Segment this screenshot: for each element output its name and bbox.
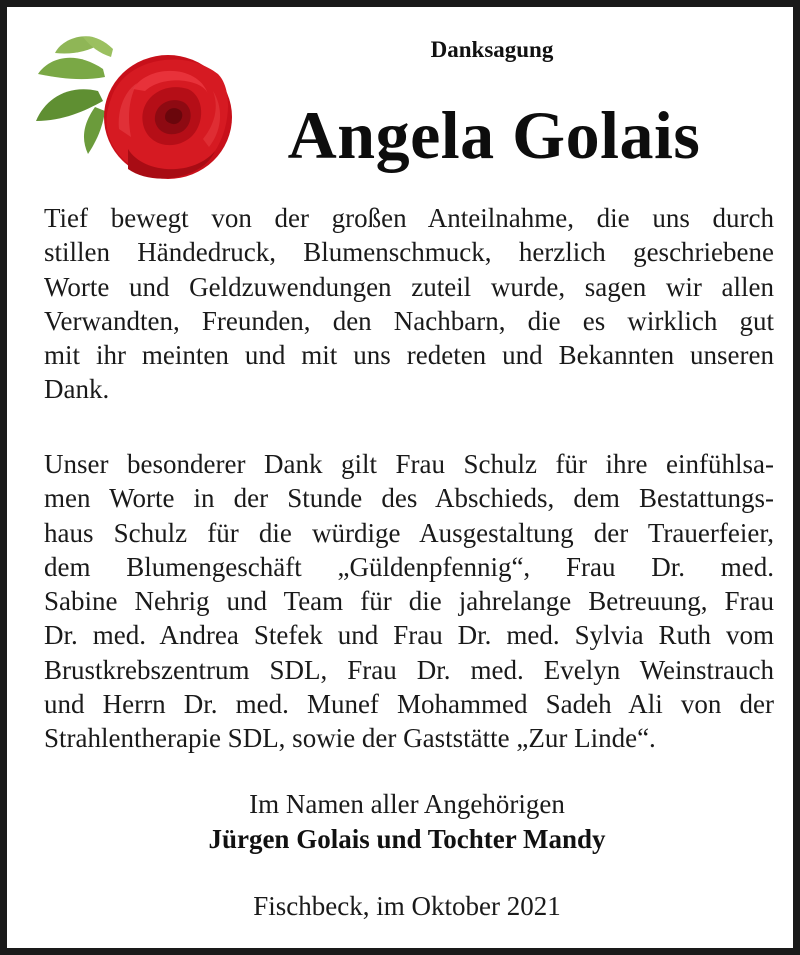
text-line: Strahlentherapie SDL, sowie der Gaststätte „Zur Linde“. — [44, 723, 656, 754]
rose-icon — [33, 29, 235, 187]
text-line: mit ihr meinten und mit uns redeten und Bekannten unseren — [44, 340, 774, 371]
thanks-paragraph-1 — [44, 201, 774, 407]
text-line: men Worte in der Stunde des Abschieds, dem Bestattungs- — [44, 483, 774, 514]
text-line: Brustkrebszentrum SDL, Frau Dr. med. Evelyn Weinstrauch — [44, 654, 774, 685]
signatories: Jürgen Golais und Tochter Mandy — [208, 824, 606, 854]
text-line: Worte und Geldzuwendungen zuteil wurde, sagen wir allen — [44, 271, 774, 302]
text-line: und Herrn Dr. med. Munef Mohammed Sadeh Ali von der — [44, 689, 774, 720]
text-line: Dank. — [44, 374, 110, 405]
text-line: haus Schulz für die würdige Ausgestaltung der Trauerfeier, — [44, 517, 774, 548]
text-line: stillen Händedruck, Blumenschmuck, herzlich geschriebene — [44, 237, 774, 268]
notice-kicker: Danksagung — [430, 37, 554, 62]
text-line: Tief bewegt von der großen Anteilnahme, die uns durch — [44, 203, 774, 233]
place-date: Fischbeck, im Oktober 2021 — [253, 891, 561, 921]
text-line: Verwandten, Freunden, den Nachbarn, die es wirklich gut — [44, 305, 774, 336]
text-line: Sabine Nehrig und Team für die jahrelange Betreuung, Frau — [44, 586, 774, 617]
thanks-paragraph-2 — [44, 447, 774, 756]
text-line: dem Blumengeschäft „Güldenpfennig“, Frau Dr. med. — [44, 551, 774, 582]
deceased-name: Angela Golais — [287, 97, 701, 173]
text-line: Unser besonderer Dank gilt Frau Schulz für ihre einfühlsa- — [44, 449, 774, 479]
text-line: Dr. med. Andrea Stefek und Frau Dr. med. Sylvia Ruth vom — [44, 620, 774, 651]
closing-intro: Im Namen aller Angehörigen — [249, 789, 565, 819]
